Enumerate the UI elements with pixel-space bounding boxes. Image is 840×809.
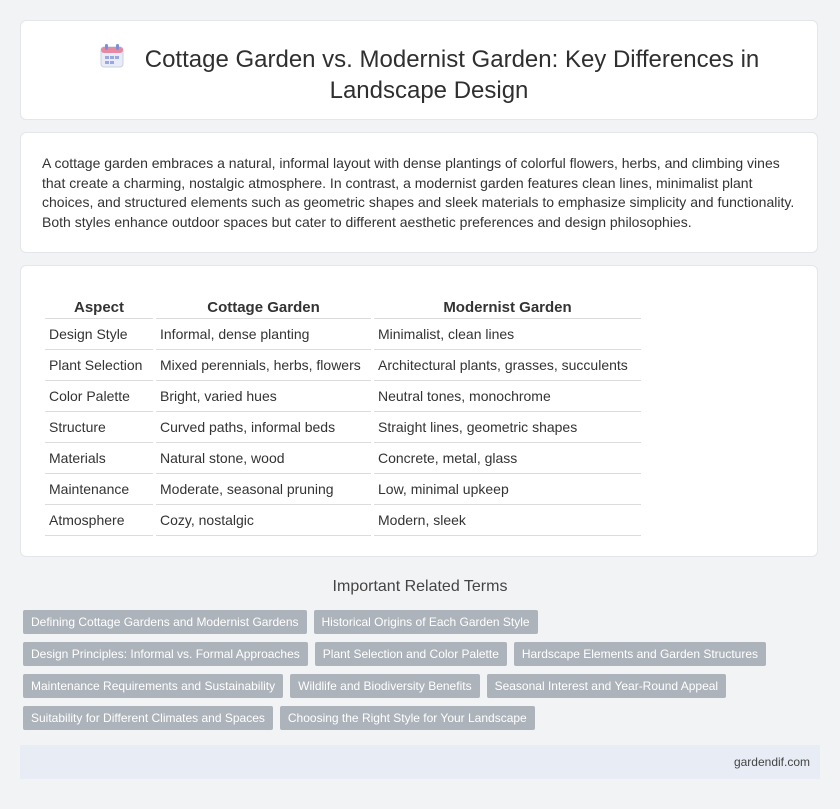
related-term-tag[interactable]: Design Principles: Informal vs. Formal Approaches (23, 642, 308, 666)
table-row (45, 474, 641, 505)
table-cell: Low, minimal upkeep (374, 474, 641, 505)
table-cell: Atmosphere (45, 505, 153, 536)
table-row (45, 381, 641, 412)
table-cell: Cozy, nostalgic (156, 505, 371, 536)
table-cell: Minimalist, clean lines (374, 319, 641, 350)
header-aspect: Aspect (45, 296, 153, 319)
table-cell: Natural stone, wood (156, 443, 371, 474)
calendar-icon (99, 43, 125, 76)
table-cell: Architectural plants, grasses, succulents (374, 350, 641, 381)
comparison-table (42, 296, 644, 536)
related-term-tag[interactable]: Choosing the Right Style for Your Landscape (280, 706, 535, 730)
related-terms-row (23, 674, 813, 698)
table-cell: Straight lines, geometric shapes (374, 412, 641, 443)
table-cell: Moderate, seasonal pruning (156, 474, 371, 505)
table-cell: Design Style (45, 319, 153, 350)
intro-text: A cottage garden embraces a natural, informal layout with dense plantings of colorful flowers, herbs, and climbing vines that create a charming, nostalgic atmosphere. In contrast, a modernist garden features clean lines, minimalist plant choices, and structured elements such as geometric shapes and sleek materials to emphasize simplicity and functionality. Both styles enhance outdoor spaces but cater to different aesthetic preferences and design philosophies. (42, 155, 795, 230)
table-row (45, 350, 641, 381)
page-title-wrap (81, 43, 777, 105)
related-term-tag[interactable]: Plant Selection and Color Palette (315, 642, 507, 666)
related-term-tag[interactable]: Defining Cottage Gardens and Modernist Gardens (23, 610, 307, 634)
related-terms-row (23, 642, 813, 666)
table-cell: Concrete, metal, glass (374, 443, 641, 474)
table-cell: Plant Selection (45, 350, 153, 381)
footer-site[interactable]: gardendif.com (733, 755, 810, 769)
related-term-tag[interactable]: Wildlife and Biodiversity Benefits (290, 674, 479, 698)
footer (20, 745, 820, 779)
table-row (45, 319, 641, 350)
table-header-row (45, 296, 641, 319)
table-cell: Modern, sleek (374, 505, 641, 536)
intro-card (20, 132, 818, 253)
table-cell: Informal, dense planting (156, 319, 371, 350)
comparison-card (20, 265, 818, 557)
table-row (45, 443, 641, 474)
table-cell: Materials (45, 443, 153, 474)
table-row (45, 505, 641, 536)
table-cell: Color Palette (45, 381, 153, 412)
related-term-tag[interactable]: Seasonal Interest and Year-Round Appeal (487, 674, 727, 698)
related-terms-title: Important Related Terms (332, 578, 508, 595)
related-terms-row (23, 706, 813, 730)
related-terms-row (23, 610, 813, 634)
table-cell: Bright, varied hues (156, 381, 371, 412)
table-cell: Structure (45, 412, 153, 443)
table-cell: Mixed perennials, herbs, flowers (156, 350, 371, 381)
related-term-tag[interactable]: Maintenance Requirements and Sustainability (23, 674, 283, 698)
table-row (45, 412, 641, 443)
page-title: Cottage Garden vs. Modernist Garden: Key Differences in Landscape Design (144, 46, 760, 104)
related-term-tag[interactable]: Suitability for Different Climates and Spaces (23, 706, 273, 730)
related-terms-list (23, 610, 813, 738)
table-cell: Maintenance (45, 474, 153, 505)
table-cell: Neutral tones, monochrome (374, 381, 641, 412)
header-cottage: Cottage Garden (156, 296, 371, 319)
related-term-tag[interactable]: Historical Origins of Each Garden Style (314, 610, 538, 634)
header-modernist: Modernist Garden (374, 296, 641, 319)
related-term-tag[interactable]: Hardscape Elements and Garden Structures (514, 642, 766, 666)
header-card (20, 20, 818, 120)
table-cell: Curved paths, informal beds (156, 412, 371, 443)
